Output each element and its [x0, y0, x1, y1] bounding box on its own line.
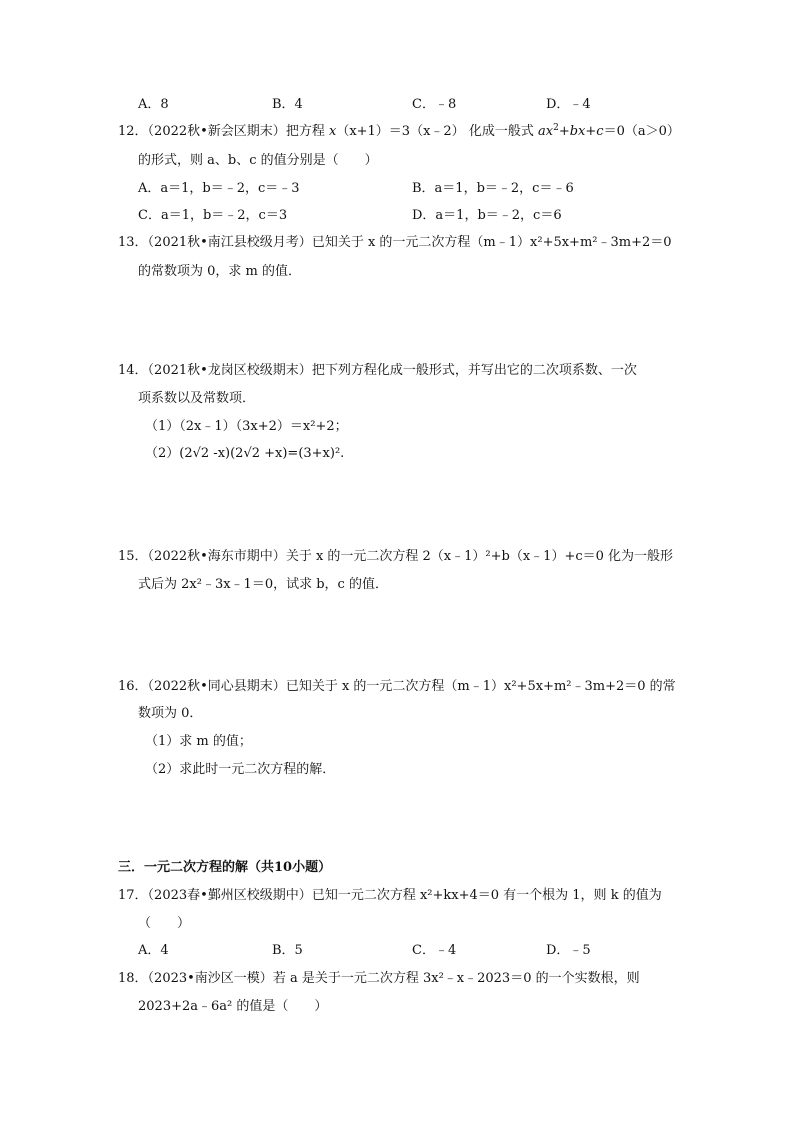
q14-part1: （1）（2x﹣1）（3x+2）＝x²+2；: [145, 419, 348, 434]
q15-text1: 关于 x 的一元二次方程 2（x﹣1）²+b（x﹣1）+c＝0 化为一般形: [285, 549, 674, 564]
q14-line2: 项系数以及常数项．: [138, 391, 256, 406]
q14-part2-label: （2）: [145, 446, 180, 461]
q12-line1: 12．（2022秋•新会区期末）把方程 x（x+1）＝3（x﹣2） 化成一般式 $ax^2+bx+c=0(a>0)$: [118, 123, 680, 139]
q18-number: 18．: [118, 971, 148, 986]
q16-part2: （2）求此时一元二次方程的解．: [145, 762, 336, 777]
q12-option-b: B．a＝1，b＝﹣2，c＝﹣6: [412, 181, 574, 196]
q11-option-b: B．4: [272, 97, 303, 112]
q12-source: （2022秋•新会区期末）: [147, 124, 286, 139]
q17-line2: （ ）: [138, 916, 191, 931]
q12-general: ＝0: [603, 124, 625, 139]
q15-number: 15．: [118, 549, 148, 564]
q14-part2: [145, 447, 344, 460]
q16-part1: （1）求 m 的值；: [145, 734, 252, 749]
q14-number: 14．: [118, 363, 148, 378]
q16-number: 16．: [118, 679, 148, 694]
q13-source: （2021秋•南江县校级月考）: [147, 235, 312, 250]
q13-line2: 的常数项为 0，求 m 的值．: [138, 264, 301, 279]
q14-part2-body: (2√2 -x)(2√2 +x)=(3+x)².: [179, 446, 345, 461]
q16-text1: 已知关于 x 的一元二次方程（m﹣1）x²+5x+m²﹣3m+2＝0 的常: [285, 679, 676, 694]
q12-option-a: A．a＝1，b＝﹣2，c＝﹣3: [138, 181, 300, 196]
q14-source: （2021秋•龙岗区校级期末）: [147, 363, 312, 378]
q17-source: （2023春•鄞州区校级期中）: [147, 888, 312, 903]
q17-line1: [118, 889, 662, 902]
q17-option-b: B．5: [272, 943, 303, 958]
q16-source: （2022秋•同心县期末）: [147, 679, 286, 694]
q17-option-d: D．﹣5: [546, 943, 591, 958]
section-3-title: 三．一元二次方程的解（共10小题）: [118, 860, 332, 875]
q13-text1: 已知关于 x 的一元二次方程: [311, 235, 471, 250]
q12-text1: 把方程: [285, 124, 325, 139]
q15-line1: [118, 550, 673, 563]
q12-line2: 的形式，则 a、b、c 的值分别是（ ）: [138, 153, 378, 168]
q17-option-a: A．4: [138, 943, 169, 958]
q11-option-d: D．﹣4: [546, 97, 591, 112]
q18-source: （2023•南沙区一模）: [147, 971, 273, 986]
q12-cond: （a＞0）: [624, 124, 680, 139]
q14-line1: [118, 364, 637, 377]
q15-line2: 式后为 2x²﹣3x﹣1＝0，试求 b，c 的值．: [138, 577, 388, 592]
q17-number: 17．: [118, 888, 148, 903]
q12-text2: 化成一般式: [468, 124, 534, 139]
q12-option-d: D．a＝1，b＝﹣2，c＝6: [412, 208, 562, 223]
q13-equation: （m﹣1）x²+5x+m²﹣3m+2＝0: [470, 235, 672, 250]
q18-line2: 2023+2a﹣6a² 的值是（ ）: [138, 999, 328, 1014]
q13-number: 13．: [118, 235, 148, 250]
q18-text1: 若 a 是关于一元二次方程 3x²﹣x﹣2023＝0 的一个实数根，则: [272, 971, 640, 986]
q17-option-c: C．﹣4: [412, 943, 457, 958]
q11-option-a: A．8: [138, 97, 169, 112]
q16-line1: [118, 680, 676, 693]
q12-option-c: C．a＝1，b＝﹣2，c＝3: [138, 208, 288, 223]
q17-text1: 已知一元二次方程 x²+kx+4＝0 有一个根为 1，则 k 的值为: [311, 888, 662, 903]
q18-line1: [118, 972, 640, 985]
q13-line1: [118, 236, 672, 249]
q12-number: 12．: [118, 124, 148, 139]
q11-option-c: C．﹣8: [412, 97, 457, 112]
q16-line2: 数项为 0．: [138, 706, 203, 721]
q15-source: （2022秋•海东市期中）: [147, 549, 286, 564]
q14-text1: 把下列方程化成一般形式，并写出它的二次项系数、一次: [311, 363, 637, 378]
q12-eq-tail: （x+1）＝3（x﹣2）: [336, 124, 465, 139]
